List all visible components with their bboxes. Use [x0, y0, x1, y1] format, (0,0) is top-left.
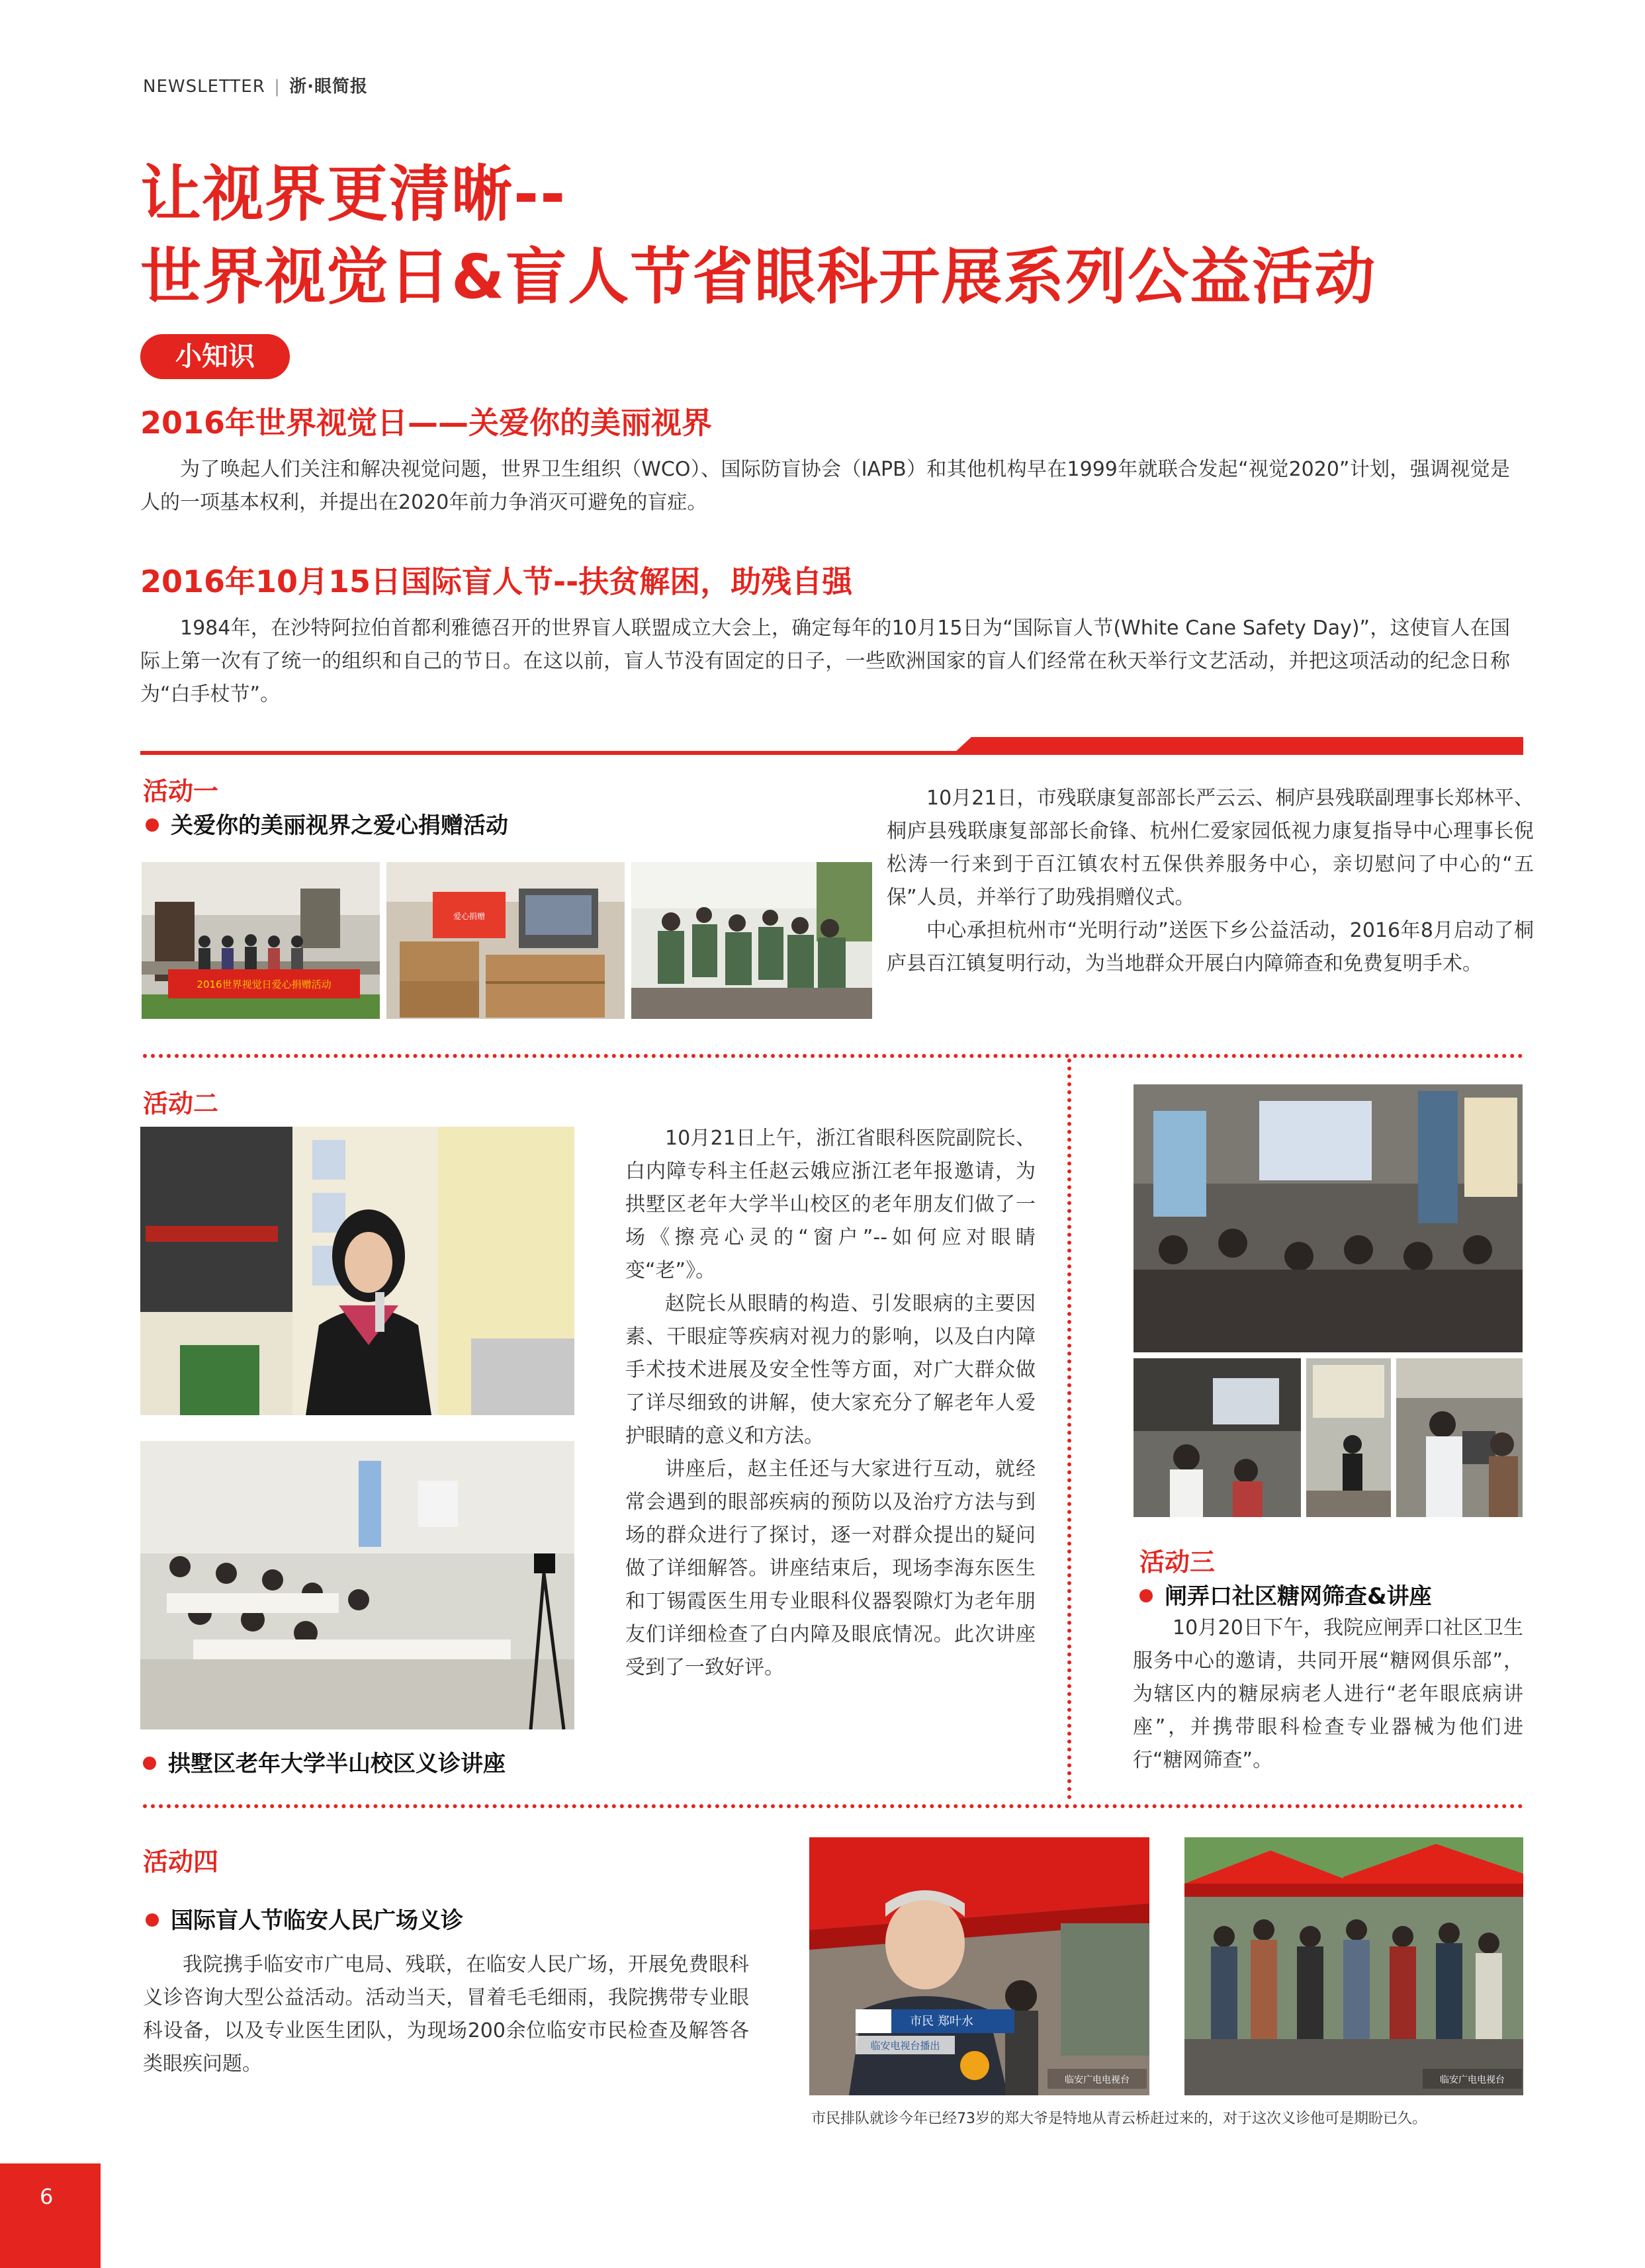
activity2-body — [625, 1122, 1036, 1684]
activity4-bullet-text: 国际盲人节临安人民广场义诊 — [171, 1907, 463, 1934]
tv-caption-name: 市民 郑叶水 — [910, 2015, 973, 2028]
activity1-label: 活动一 — [143, 777, 219, 806]
activity2-bullet-text: 拱墅区老年大学半山校区义诊讲座 — [168, 1751, 506, 1777]
section1-paragraph: 为了唤起人们关注和解决视觉问题，世界卫生组织（WCO）、国际防盲协会（IAPB）和其他机构早在1999年就联合发起“视觉2020”计划，强调视觉是人的一项基本权利，并提出在2020年前力争消灭可避免的盲症。 — [140, 458, 1510, 514]
activity4-label: 活动四 — [143, 1847, 219, 1876]
activity1-photo-ceremony — [142, 862, 380, 1019]
page-number: 6 — [0, 2163, 101, 2268]
activity2-paragraph-2: 赵院长从眼睛的构造、引发眼病的主要因素、干眼症等疾病对视力的影响，以及白内障手术技术进展及安全性等方面，对广大群众做了详尽细致的讲解，使大家充分了解老年人爱护眼睛的意义和方法。 — [625, 1292, 1036, 1448]
activity4-body — [143, 1948, 749, 2081]
activity1-paragraph-1: 10月21日，市残联康复部部长严云云、桐庐县残联副理事长郑林平、桐庐县残联康复部部长俞锋、杭州仁爱家园低视力康复指导中心理事长倪松涛一行来到于百江镇农村五保供养服务中心，亲切慰问了中心的“五保”人员，并举行了助残捐赠仪式。 — [887, 787, 1534, 909]
newsletter-brand: 浙·眼简报 — [289, 77, 368, 97]
watermark-text-2: 临安广电电视台 — [1440, 2075, 1505, 2085]
newsletter-header — [143, 73, 368, 97]
watermark-text: 临安广电电视台 — [1065, 2075, 1130, 2085]
activity2-photo-speaker — [140, 1127, 574, 1415]
activity2-paragraph-3: 讲座后，赵主任还与大家进行互动，就经常会遇到的眼部疾病的预防以及治疗方法与到场的群众进行了探讨，逐一对群众提出的疑问做了详细解答。讲座结束后，现场李海东医生和丁锡霞医生用专业眼科仪器裂隙灯为老年朋友们详细检查了白内障及眼底情况。此次讲座受到了一致好评。 — [625, 1458, 1036, 1679]
activity3-body — [1133, 1612, 1523, 1777]
activity1-bullet-text: 关爱你的美丽视界之爱心捐赠活动 — [171, 812, 508, 839]
activity2-label: 活动二 — [143, 1089, 219, 1118]
activity4-photo-caption: 市民排队就诊今年已经73岁的郑大爷是特地从青云桥赶过来的，对于这次义诊他可是期盼已久。 — [811, 2111, 1427, 2127]
activity1-photo-donation — [386, 862, 625, 1019]
page-title-line1: 让视界更清晰-- — [140, 159, 567, 230]
activity3-bullet — [1139, 1578, 1432, 1610]
activity3-photo-exam — [1396, 1358, 1523, 1517]
dotted-divider-1 — [143, 1054, 1523, 1058]
activity2-photo-classroom — [140, 1441, 574, 1729]
activity3-bullet-text: 闸弄口社区糖网筛查&讲座 — [1165, 1583, 1432, 1610]
section2-heading: 2016年10月15日国际盲人节--扶贫解困，助残自强 — [140, 564, 853, 599]
banner-text: 2016世界视觉日爱心捐赠活动 — [197, 979, 332, 990]
activity2-paragraph-1: 10月21日上午，浙江省眼科医院副院长、白内障专科主任赵云娥应浙江老年报邀请，为拱墅区老年大学半山校区的老年朋友们做了一场《擦亮心灵的“窗户”--如何应对眼睛变“老”》。 — [625, 1127, 1036, 1282]
newsletter-label: NEWSLETTER — [143, 77, 265, 97]
bullet-dot-icon — [143, 1757, 156, 1770]
dotted-divider-2 — [143, 1804, 1523, 1808]
activity4-bullet — [146, 1902, 463, 1935]
activity1-body — [887, 782, 1534, 981]
section1-body — [140, 453, 1510, 519]
activity1-bullet — [146, 807, 508, 840]
activity3-label: 活动三 — [1139, 1548, 1216, 1577]
section2-paragraph: 1984年，在沙特阿拉伯首都利雅德召开的世界盲人联盟成立大会上，确定每年的10月15日为“国际盲人节(White Cane Safety Day)”，这使盲人在国际上第一次有了统一的组织和自己的节日。在这以前，盲人节没有固定的日子，一些欧洲国家的盲人们经常在秋天举行文艺活动，并把这项活动的纪念日称为“白手杖节”。 — [140, 617, 1510, 706]
bullet-dot-icon — [146, 818, 159, 832]
activity4-photo-crowd — [1184, 1837, 1523, 2095]
activity4-paragraph-1: 我院携手临安市广电局、残联，在临安人民广场，开展免费眼科义诊咨询大型公益活动。活动当天，冒着毛毛细雨，我院携带专业眼科设备，以及专业医生团队，为现场200余位临安市民检查及解答各类眼疾问题。 — [143, 1953, 749, 2075]
header-separator: | — [274, 77, 281, 97]
activity2-bullet — [143, 1745, 506, 1778]
activity3-photo-desk — [1306, 1358, 1391, 1517]
section2-body — [140, 612, 1510, 711]
tv-channel-text: 临安电视台播出 — [870, 2040, 940, 2052]
activity1-paragraph-2: 中心承担杭州市“光明行动”送医下乡公益活动，2016年8月启动了桐庐县百江镇复明行动，为当地群众开展白内障筛查和免费复明手术。 — [887, 919, 1534, 975]
tips-badge: 小知识 — [140, 334, 290, 379]
bullet-dot-icon — [1139, 1589, 1153, 1602]
activity4-photo-interview — [809, 1837, 1149, 2095]
activity3-photo-lecture — [1134, 1084, 1523, 1352]
activity3-photo-consult — [1134, 1358, 1301, 1517]
activity3-paragraph-1: 10月20日下午，我院应闸弄口社区卫生服务中心的邀请，共同开展“糖网俱乐部”，为辖区内的糖尿病老人进行“老年眼底病讲座”，并携带眼科检查专业器械为他们进行“糖网筛查”。 — [1133, 1616, 1523, 1772]
donation-sign-text: 爱心捐赠 — [453, 912, 486, 921]
section1-heading: 2016年世界视觉日——关爱你的美丽视界 — [140, 405, 713, 441]
section-divider — [140, 734, 1523, 757]
dotted-divider-vertical — [1067, 1059, 1071, 1800]
page-title-line2: 世界视觉日&盲人节省眼科开展系列公益活动 — [140, 241, 1377, 312]
activity1-photo-audience — [631, 862, 872, 1019]
bullet-dot-icon — [146, 1913, 159, 1927]
